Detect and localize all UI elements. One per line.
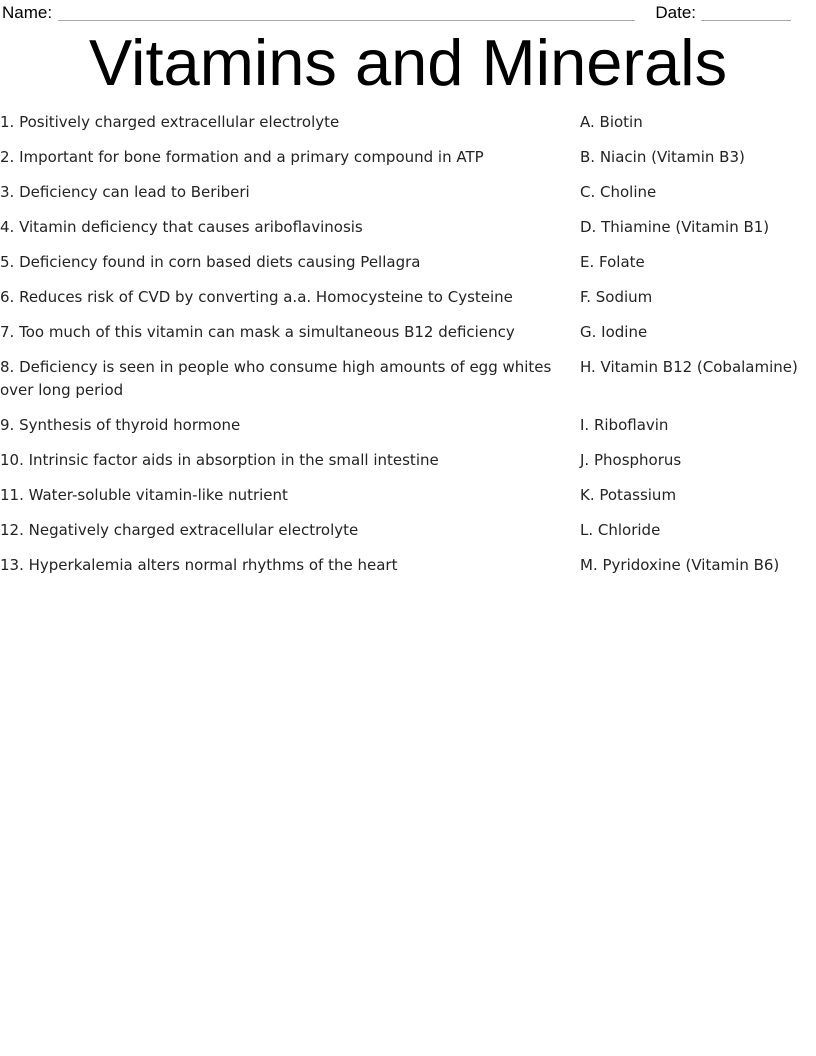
answer-item: H. Vitamin B12 (Cobalamine): [580, 358, 798, 376]
match-row: [0, 216, 816, 251]
answer-item: E. Folate: [580, 253, 645, 271]
match-row: [0, 286, 816, 321]
match-row: [0, 519, 816, 554]
answer-item: C. Choline: [580, 183, 657, 201]
question-item: 4. Vitamin deficiency that causes ariboflavinosis: [0, 218, 363, 236]
answer-item: I. Riboflavin: [580, 416, 669, 434]
answer-item: G. Iodine: [580, 323, 648, 341]
match-row: [0, 449, 816, 484]
match-row: [0, 181, 816, 216]
question-item: 11. Water-soluble vitamin-like nutrient: [0, 486, 288, 504]
answer-item: J. Phosphorus: [580, 451, 682, 469]
match-row: [0, 321, 816, 356]
match-row: [0, 414, 816, 449]
matching-table: [0, 111, 816, 589]
question-item: 13. Hyperkalemia alters normal rhythms of the heart: [0, 556, 398, 574]
answer-item: M. Pyridoxine (Vitamin B6): [580, 556, 780, 574]
name-blank-line: [58, 7, 635, 21]
answer-item: L. Chloride: [580, 521, 661, 539]
date-label: Date:: [655, 3, 696, 22]
match-row: [0, 111, 816, 146]
question-item: 1. Positively charged extracellular electrolyte: [0, 113, 340, 131]
name-label: Name:: [2, 3, 53, 22]
question-item: 2. Important for bone formation and a primary compound in ATP: [0, 148, 484, 166]
question-item: 7. Too much of this vitamin can mask a simultaneous B12 deficiency: [0, 323, 515, 341]
question-item: 6. Reduces risk of CVD by converting a.a. Homocysteine to Cysteine: [0, 288, 513, 306]
match-row: [0, 146, 816, 181]
match-row: [0, 554, 816, 589]
worksheet-title: Vitamins and Minerals: [88, 26, 728, 99]
answer-item: F. Sodium: [580, 288, 653, 306]
question-item: 10. Intrinsic factor aids in absorption in the small intestine: [0, 451, 439, 469]
match-row: [0, 251, 816, 286]
header: [0, 0, 816, 23]
answer-item: D. Thiamine (Vitamin B1): [580, 218, 770, 236]
question-item: 9. Synthesis of thyroid hormone: [0, 416, 241, 434]
answer-item: A. Biotin: [580, 113, 643, 131]
question-item: 8. Deficiency is seen in people who consume high amounts of egg whites over long period: [0, 358, 552, 399]
answer-item: B. Niacin (Vitamin B3): [580, 148, 745, 166]
match-row: [0, 484, 816, 519]
match-row: [0, 356, 816, 414]
answer-item: K. Potassium: [580, 486, 677, 504]
question-item: 3. Deficiency can lead to Beriberi: [0, 183, 250, 201]
date-blank-line: [701, 7, 791, 21]
question-item: 5. Deficiency found in corn based diets causing Pellagra: [0, 253, 421, 271]
question-item: 12. Negatively charged extracellular electrolyte: [0, 521, 359, 539]
